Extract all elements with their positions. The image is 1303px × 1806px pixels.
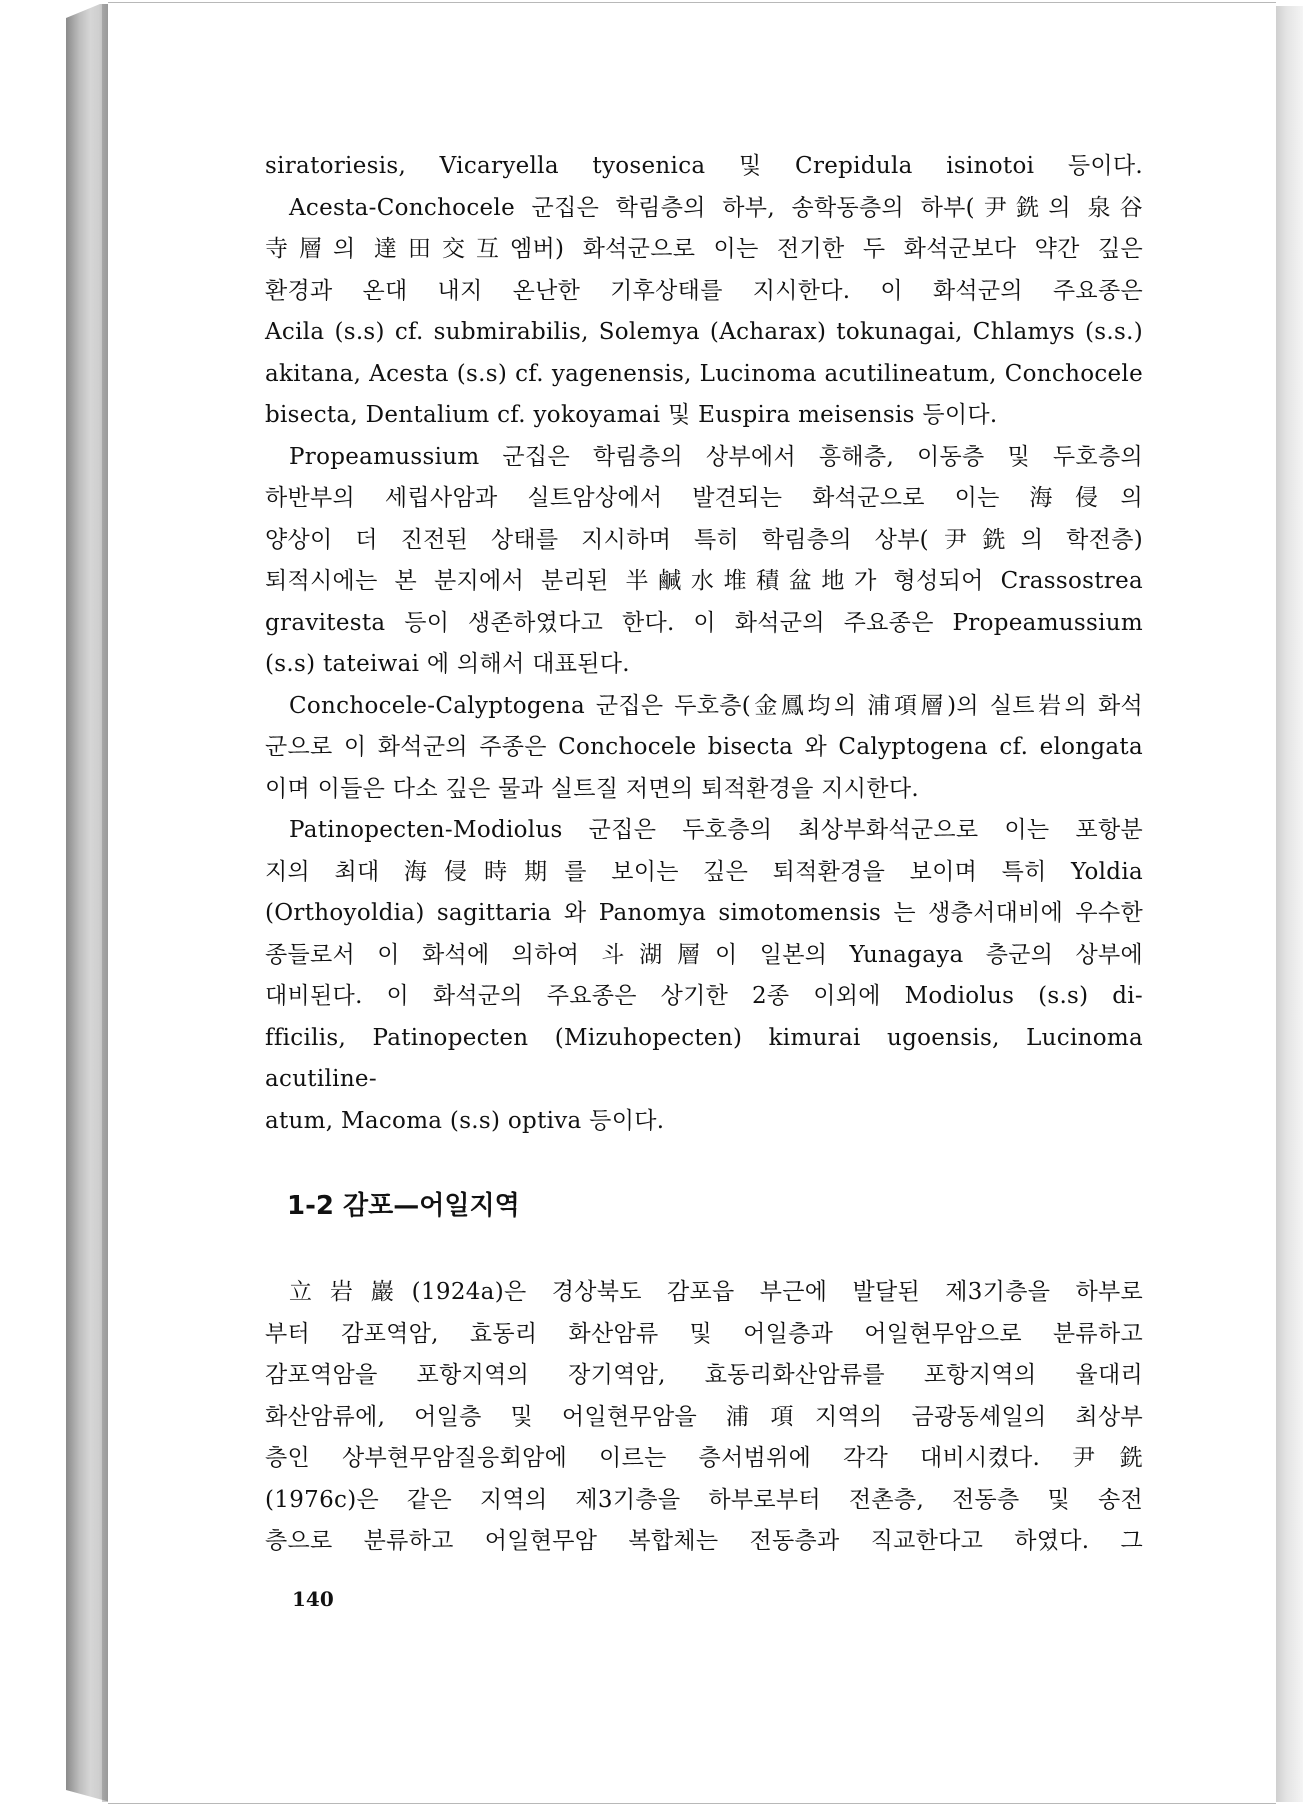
- text-line: siratoriesis, Vicaryella tyosenica 및 Crepidula isinotoi 등이다.: [265, 153, 1143, 179]
- text-line: Conchocele-Calyptogena 군집은 두호층(金鳳均의 浦項層)의 실트岩의 화석: [289, 692, 1143, 719]
- text-line: 양상이 더 진전된 상태를 지시하며 특히 학림층의 상부(尹銑의 학전층): [265, 526, 1143, 553]
- text-line: fficilis, Patinopecten (Mizuhopecten) kimurai ugoensis, Lucinoma acutiline-: [265, 1024, 1143, 1092]
- text-line: (s.s) tateiwai 에 의해서 대표된다.: [265, 651, 630, 677]
- text-line: Acesta-Conchocele 군집은 학림층의 하부, 송학동층의 하부(尹銑의 泉谷: [289, 194, 1143, 221]
- text-line: akitana, Acesta (s.s) cf. yagenensis, Lucinoma acutilineatum, Conchocele: [265, 360, 1143, 387]
- text-line: 대비된다. 이 화석군의 주요종은 상기한 2종 이외에 Modiolus (s.s) di-: [265, 983, 1143, 1009]
- text-line: 지의 최대 海侵時期를 보이는 깊은 퇴적환경을 보이며 특히 Yoldia: [265, 858, 1143, 885]
- text-line: 화산암류에, 어일층 및 어일현무암을 浦項지역의 금광동셰일의 최상부: [265, 1403, 1143, 1430]
- text-line: 층인 상부현무암질응회암에 이르는 층서범위에 각각 대비시켰다. 尹銑: [265, 1445, 1143, 1471]
- text-line: 立岩巖(1924a)은 경상북도 감포읍 부근에 발달된 제3기층을 하부로: [289, 1279, 1143, 1305]
- text-line: 하반부의 세립사암과 실트암상에서 발견되는 화석군으로 이는 海侵의: [265, 485, 1143, 511]
- text-line: gravitesta 등이 생존하였다고 한다. 이 화석군의 주요종은 Propeamussium: [265, 609, 1143, 636]
- text-line: atum, Macoma (s.s) optiva 등이다.: [265, 1107, 665, 1134]
- text-line: Propeamussium 군집은 학림층의 상부에서 흥해층, 이동층 및 두호층의: [289, 443, 1143, 470]
- text-line: bisecta, Dentalium cf. yokoyamai 및 Euspira meisensis 등이다.: [265, 402, 998, 428]
- text-line: 부터 감포역암, 효동리 화산암류 및 어일층과 어일현무암으로 분류하고: [265, 1320, 1143, 1347]
- text-line: 군으로 이 화석군의 주종은 Conchocele bisecta 와 Calyptogena cf. elongata: [265, 734, 1143, 760]
- text-line: (1976c)은 같은 지역의 제3기층을 하부로부터 전촌층, 전동층 및 송전: [265, 1486, 1143, 1513]
- text-line: Patinopecten-Modiolus 군집은 두호층의 최상부화석군으로 이는 포항분: [289, 817, 1143, 843]
- text-line: 감포역암을 포항지역의 장기역암, 효동리화산암류를 포항지역의 율대리: [265, 1362, 1143, 1388]
- section-heading: 1-2 감포—어일지역: [287, 1191, 520, 1221]
- section-2-body: [265, 1272, 1143, 1563]
- section-1-body: [265, 146, 1143, 1142]
- text-line: 환경과 온대 내지 온난한 기후상태를 지시한다. 이 화석군의 주요종은: [265, 277, 1143, 304]
- text-line: 寺層의 達田交互엠버) 화석군으로 이는 전기한 두 화석군보다 약간 깊은: [265, 236, 1144, 262]
- text-line: (Orthoyoldia) sagittaria 와 Panomya simotomensis 는 생층서대비에 우수한: [265, 900, 1143, 926]
- text-line: 퇴적시에는 본 분지에서 분리된 半鹹水堆積盆地가 형성되어 Crassostrea: [265, 568, 1143, 594]
- text-line: Acila (s.s) cf. submirabilis, Solemya (Acharax) tokunagai, Chlamys (s.s.): [265, 319, 1143, 345]
- page-stack-edge: [1276, 6, 1303, 1802]
- text-line: 층으로 분류하고 어일현무암 복합체는 전동층과 직교한다고 하였다. 그: [265, 1528, 1143, 1554]
- page-number: 140: [292, 1587, 334, 1611]
- text-line: 이며 이들은 다소 깊은 물과 실트질 저면의 퇴적환경을 지시한다.: [265, 775, 919, 802]
- text-line: 종들로서 이 화석에 의하여 斗湖層이 일본의 Yunagaya 층군의 상부에: [265, 941, 1143, 968]
